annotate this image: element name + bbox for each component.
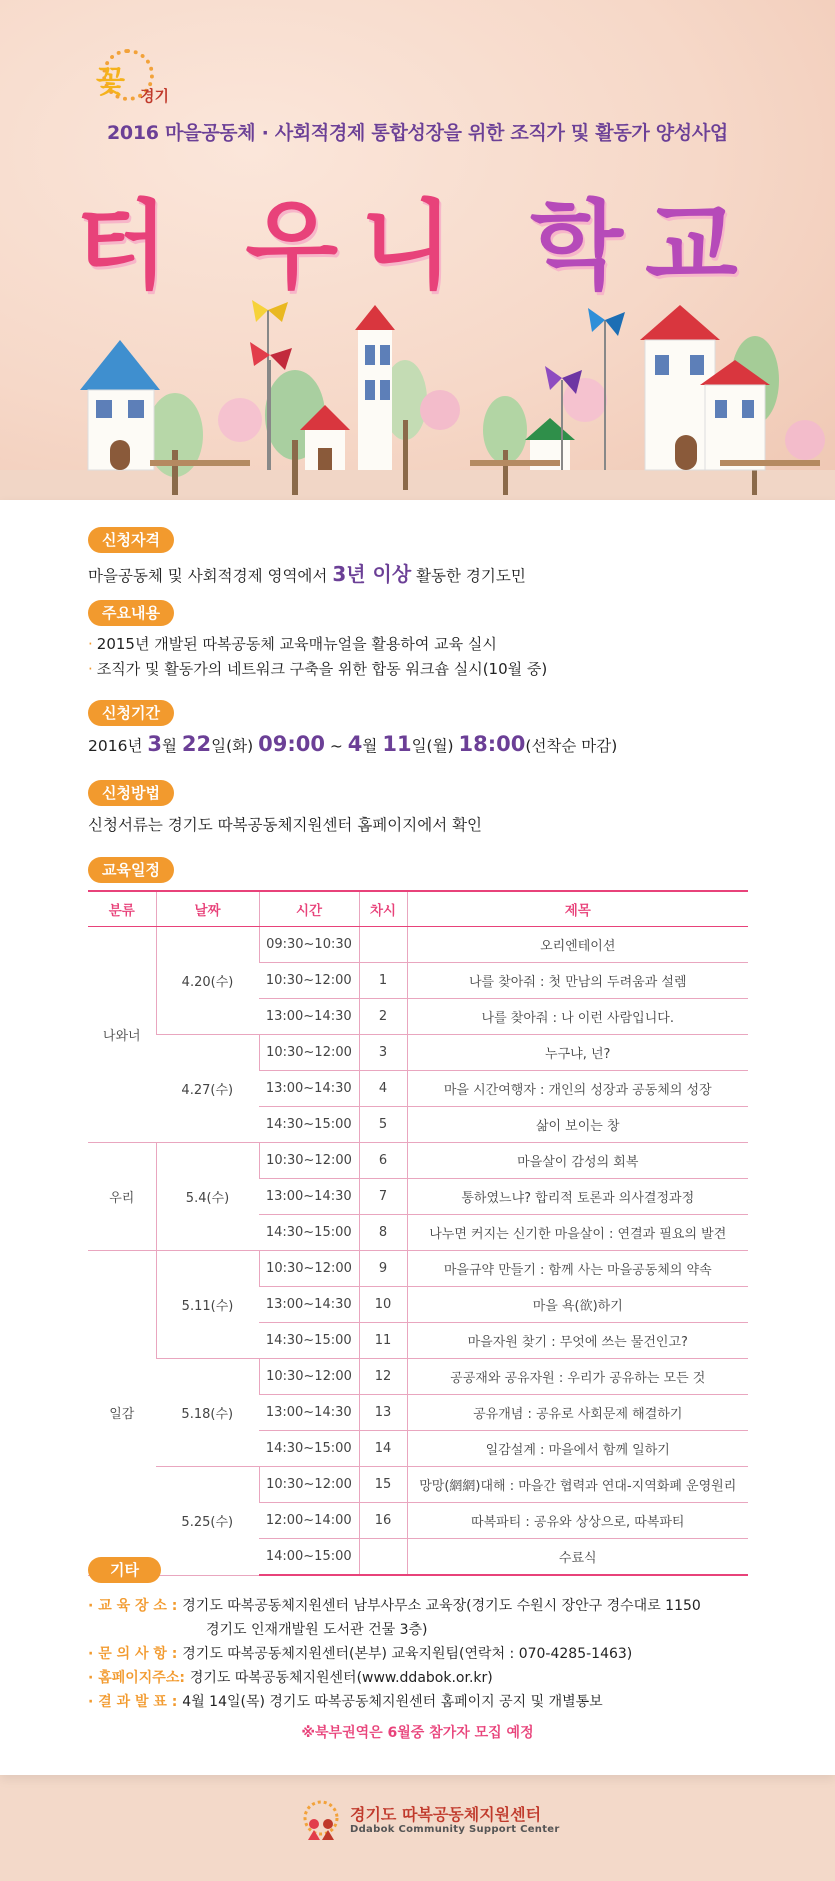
session-cell: 4	[359, 1071, 407, 1107]
table-row	[88, 1035, 748, 1071]
title-cell: 마을자원 찾기 : 무엇에 쓰는 물건인고?	[407, 1323, 748, 1359]
eligibility-label: 신청자격	[88, 527, 174, 553]
method-text: 신청서류는 경기도 따복공동체지원센터 홈페이지에서 확인	[88, 816, 483, 834]
title-cell: 오리엔테이션	[407, 927, 748, 963]
session-cell	[359, 1539, 407, 1576]
org-name-en: Ddabok Community Support Center	[350, 1824, 560, 1835]
session-cell: 14	[359, 1431, 407, 1467]
header-title: 제목	[407, 891, 748, 927]
date-cell: 5.25(수)	[156, 1467, 259, 1576]
header-time: 시간	[259, 891, 359, 927]
period-label: 신청기간	[88, 700, 174, 726]
method-label: 신청방법	[88, 780, 174, 806]
title-cell: 통하였느냐? 합리적 토론과 의사결정과정	[407, 1179, 748, 1215]
session-cell: 2	[359, 999, 407, 1035]
header-date: 날짜	[156, 891, 259, 927]
gyeonggi-logo: 꽃 경기	[90, 45, 180, 115]
date-cell: 4.20(수)	[156, 927, 259, 1035]
time-cell: 10:30~12:00	[259, 1143, 359, 1179]
main-title: 터 우니 학교	[75, 190, 760, 302]
date-cell: 5.11(수)	[156, 1251, 259, 1359]
time-cell: 13:00~14:30	[259, 1179, 359, 1215]
time-cell: 14:00~15:00	[259, 1539, 359, 1576]
time-cell: 13:00~14:30	[259, 1395, 359, 1431]
etc-place: · 교 육 장 소 : 경기도 따복공동체지원센터 남부사무소 교육장(경기도 수원시 장안구 경수대로 1150	[88, 1598, 701, 1614]
schedule-label: 교육일정	[88, 857, 174, 883]
time-cell: 13:00~14:30	[259, 1287, 359, 1323]
table-row	[88, 1467, 748, 1503]
title-cell: 공공재와 공유자원 : 우리가 공유하는 모든 것	[407, 1359, 748, 1395]
northern-notice: ※북부권역은 6월중 참가자 모집 예정	[301, 1725, 534, 1741]
header-session: 차시	[359, 891, 407, 927]
time-cell: 14:30~15:00	[259, 1323, 359, 1359]
schedule-table	[88, 890, 748, 1576]
time-cell: 12:00~14:00	[259, 1503, 359, 1539]
category-cell: 일감	[88, 1251, 156, 1576]
title-cell: 마을규약 만들기 : 함께 사는 마을공동체의 약속	[407, 1251, 748, 1287]
table-header-row	[88, 891, 748, 927]
title-cell: 나를 찾아줘 : 첫 만남의 두려움과 설렘	[407, 963, 748, 999]
etc-label: 기타	[88, 1557, 161, 1583]
content-item: · 조직가 및 활동가의 네트워크 구축을 위한 합동 워크숍 실시(10월 중)	[88, 660, 548, 678]
etc-place-2: 경기도 인재개발원 도서관 건물 3층)	[206, 1622, 428, 1638]
header-category: 분류	[88, 891, 156, 927]
date-cell: 5.4(수)	[156, 1143, 259, 1251]
time-cell: 09:30~10:30	[259, 927, 359, 963]
date-cell: 5.18(수)	[156, 1359, 259, 1467]
title-cell: 공유개념 : 공유로 사회문제 해결하기	[407, 1395, 748, 1431]
category-cell: 나와너	[88, 927, 156, 1143]
session-cell: 10	[359, 1287, 407, 1323]
footer	[0, 1800, 835, 1881]
project-subtitle: 2016 마을공동체 · 사회적경제 통합성장을 위한 조직가 및 활동가 양성사업	[107, 122, 728, 144]
title-cell: 일감설계 : 마을에서 함께 일하기	[407, 1431, 748, 1467]
hero-banner	[0, 0, 835, 500]
session-cell: 3	[359, 1035, 407, 1071]
org-name: 경기도 따복공동체지원센터	[350, 1805, 542, 1824]
time-cell: 10:30~12:00	[259, 1359, 359, 1395]
session-cell: 8	[359, 1215, 407, 1251]
time-cell: 14:30~15:00	[259, 1215, 359, 1251]
etc-homepage: · 홈페이지주소: 경기도 따복공동체지원센터(www.ddabok.or.kr)	[88, 1670, 493, 1686]
table-row	[88, 1251, 748, 1287]
session-cell	[359, 927, 407, 963]
time-cell: 14:30~15:00	[259, 1431, 359, 1467]
session-cell: 6	[359, 1143, 407, 1179]
title-cell: 따복파티 : 공유와 상상으로, 따복파티	[407, 1503, 748, 1539]
title-cell: 누구냐, 넌?	[407, 1035, 748, 1071]
table-row	[88, 1143, 748, 1179]
content-label: 주요내용	[88, 600, 174, 626]
title-cell: 수료식	[407, 1539, 748, 1576]
title-cell: 망망(網網)대해 : 마을간 협력과 연대-지역화폐 운영원리	[407, 1467, 748, 1503]
session-cell: 11	[359, 1323, 407, 1359]
session-cell: 9	[359, 1251, 407, 1287]
title-cell: 마을살이 감성의 회복	[407, 1143, 748, 1179]
content-item: · 2015년 개발된 따복공동체 교육매뉴얼을 활용하여 교육 실시	[88, 635, 497, 653]
session-cell: 1	[359, 963, 407, 999]
title-cell: 마을 욕(欲)하기	[407, 1287, 748, 1323]
time-cell: 13:00~14:30	[259, 999, 359, 1035]
etc-result: · 결 과 발 표 : 4월 14일(목) 경기도 따복공동체지원센터 홈페이지 공지 및 개별통보	[88, 1694, 603, 1710]
village-illustration	[0, 300, 835, 500]
session-cell: 15	[359, 1467, 407, 1503]
period-text: 2016년 3월 22일(화) 09:00 ~ 4월 11일(월) 18:00(선착순 마감)	[88, 732, 618, 756]
time-cell: 10:30~12:00	[259, 963, 359, 999]
session-cell: 16	[359, 1503, 407, 1539]
session-cell: 7	[359, 1179, 407, 1215]
table-row	[88, 927, 748, 963]
category-cell: 우리	[88, 1143, 156, 1251]
time-cell: 10:30~12:00	[259, 1035, 359, 1071]
time-cell: 13:00~14:30	[259, 1071, 359, 1107]
session-cell: 5	[359, 1107, 407, 1143]
table-row	[88, 1359, 748, 1395]
title-cell: 나누면 커지는 신기한 마을살이 : 연결과 필요의 발견	[407, 1215, 748, 1251]
session-cell: 13	[359, 1395, 407, 1431]
time-cell: 10:30~12:00	[259, 1251, 359, 1287]
date-cell: 4.27(수)	[156, 1035, 259, 1143]
session-cell: 12	[359, 1359, 407, 1395]
title-cell: 나를 찾아줘 : 나 이런 사람입니다.	[407, 999, 748, 1035]
eligibility-text: 마을공동체 및 사회적경제 영역에서 3년 이상 활동한 경기도민	[88, 562, 526, 586]
etc-contact: · 문 의 사 항 : 경기도 따복공동체지원센터(본부) 교육지원팀(연락처 : 070-4285-1463)	[88, 1646, 633, 1662]
ddabok-logo-icon	[298, 1800, 344, 1846]
title-cell: 삶이 보이는 창	[407, 1107, 748, 1143]
time-cell: 10:30~12:00	[259, 1467, 359, 1503]
time-cell: 14:30~15:00	[259, 1107, 359, 1143]
title-cell: 마을 시간여행자 : 개인의 성장과 공동체의 성장	[407, 1071, 748, 1107]
